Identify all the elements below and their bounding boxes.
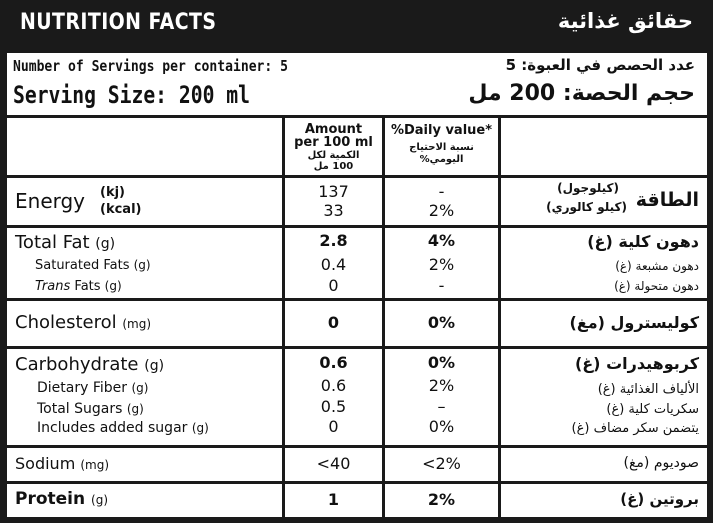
trans-fat-label: Trans Fats (g) [35, 279, 122, 294]
amount-header-line2: per 100 ml [294, 135, 373, 150]
carbs-dv: 0% [427, 353, 456, 372]
energy-kcal-dv: 2% [428, 201, 455, 220]
energy-label-ar: الطاقة [635, 189, 699, 211]
carbs-label: Carbohydrate (g) [15, 354, 165, 375]
energy-label-cell [7, 178, 282, 225]
carbs-label-ar: كربوهيدرات (غ) [574, 354, 699, 373]
cholesterol-ar-cell [501, 301, 707, 346]
header-blank-en [7, 118, 282, 175]
sodium-label-ar: صوديوم (مغ) [623, 455, 699, 471]
sugars-dv: – [437, 397, 446, 416]
title-en: NUTRITION FACTS [20, 10, 217, 35]
energy-unit-kj: (kj) [100, 185, 125, 200]
amount-header-line1: Amount [304, 122, 363, 137]
serving-size-en: Serving Size: 200 ml [13, 81, 250, 109]
servings-block [7, 53, 707, 115]
saturated-fat-dv: 2% [428, 255, 455, 274]
sodium-dv: <2% [422, 454, 461, 473]
saturated-fat-label: Saturated Fats (g) [35, 258, 151, 273]
cholesterol-amount-cell [285, 301, 382, 346]
cholesterol-label-cell [7, 301, 282, 346]
sodium-label: Sodium (mg) [15, 454, 110, 473]
sugars-value: 0.5 [320, 397, 347, 416]
trans-fat-label-ar: دهون متحولة (غ) [614, 279, 699, 293]
fat-label: Total Fat (g) [15, 232, 116, 253]
fat-label-ar: دهون كلية (غ) [587, 232, 699, 251]
saturated-fat-label-ar: دهون مشبعة (غ) [615, 259, 699, 273]
dv-header-en: %Daily value* [390, 123, 493, 138]
title-ar: حقائق غذائية [557, 9, 693, 33]
trans-fat-dv: - [438, 276, 445, 295]
label-header [0, 0, 713, 52]
serving-size-ar: حجم الحصة: 200 مل [468, 81, 695, 106]
added-sugar-value: 0 [328, 417, 339, 436]
fat-value: 2.8 [319, 231, 348, 250]
fat-amount-cell [285, 228, 382, 298]
amount-header-ar2: 100 مل [313, 161, 354, 172]
amount-header [285, 118, 382, 175]
carbs-dv-cell [385, 349, 498, 445]
carbs-label-cell [7, 349, 282, 445]
fat-dv: 4% [427, 231, 456, 250]
sugars-label-ar: سكريات كلية (غ) [606, 402, 699, 417]
energy-kj-value: 137 [318, 182, 349, 201]
protein-label: Protein (g) [15, 489, 109, 509]
added-sugar-label-ar: يتضمن سكر مضاف (غ) [571, 421, 699, 436]
fat-ar-cell [501, 228, 707, 298]
sugars-label: Total Sugars (g) [37, 401, 144, 417]
fiber-dv: 2% [428, 376, 455, 395]
fiber-label: Dietary Fiber (g) [37, 380, 149, 396]
saturated-fat-value: 0.4 [320, 255, 347, 274]
energy-kcal-value: 33 [323, 201, 344, 220]
sodium-label-cell [7, 448, 282, 481]
dv-header [385, 118, 498, 175]
servings-per-container-ar: عدد الحصص في العبوة: 5 [505, 56, 695, 74]
protein-label-ar: بروتين (غ) [620, 490, 699, 508]
servings-per-container-en: Number of Servings per container: 5 [13, 57, 288, 75]
protein-label-cell [7, 484, 282, 517]
protein-dv: 2% [427, 490, 456, 509]
carbs-amount-cell [285, 349, 382, 445]
header-blank-ar [501, 118, 707, 175]
protein-amount-cell [285, 484, 382, 517]
sodium-amount-cell [285, 448, 382, 481]
cholesterol-dv: 0% [427, 313, 456, 332]
cholesterol-label-ar: كوليسترول (مغ) [569, 313, 699, 332]
sodium-value: <40 [316, 454, 351, 473]
carbs-value: 0.6 [319, 353, 348, 372]
energy-amount-cell [285, 178, 382, 225]
added-sugar-dv: 0% [428, 417, 455, 436]
fat-dv-cell [385, 228, 498, 298]
energy-unit-kcal-ar: (كيلو كالوري) [546, 200, 627, 214]
energy-unit-kcal: (kcal) [100, 202, 142, 217]
dv-header-ar1: نسبة الاحتياج [409, 142, 474, 153]
energy-unit-kj-ar: (كيلوجول) [557, 181, 619, 195]
dv-header-ar2: اليومي% [419, 154, 464, 165]
sodium-dv-cell [385, 448, 498, 481]
carbs-ar-cell [501, 349, 707, 445]
trans-fat-value: 0 [328, 276, 339, 295]
fat-label-cell [7, 228, 282, 298]
sodium-ar-cell [501, 448, 707, 481]
protein-value: 1 [327, 490, 340, 509]
fiber-label-ar: الألياف الغذائية (غ) [597, 382, 699, 397]
cholesterol-label: Cholesterol (mg) [15, 312, 151, 333]
added-sugar-label: Includes added sugar (g) [37, 420, 209, 436]
cholesterol-value: 0 [327, 313, 340, 332]
energy-label: Energy [15, 189, 86, 213]
energy-dv-cell [385, 178, 498, 225]
protein-ar-cell [501, 484, 707, 517]
amount-header-ar1: الكمية لكل [307, 150, 360, 161]
fiber-value: 0.6 [320, 376, 347, 395]
energy-kj-dv: - [438, 182, 445, 201]
cholesterol-dv-cell [385, 301, 498, 346]
energy-ar-cell [501, 178, 707, 225]
protein-dv-cell [385, 484, 498, 517]
